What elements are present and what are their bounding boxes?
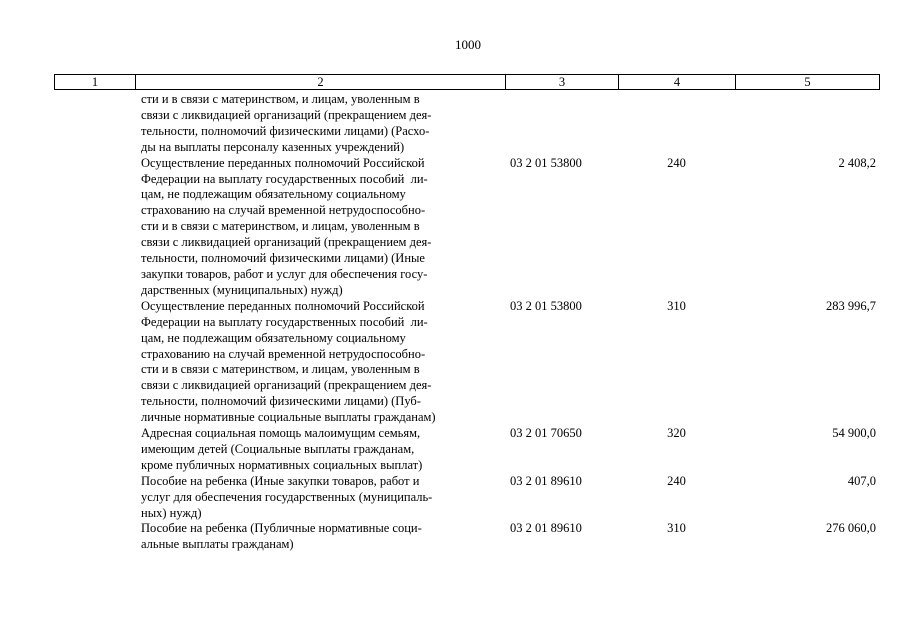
table-row <box>54 474 880 522</box>
row-description: Осуществление переданных полномочий Российской Федерации на выплату государственных пособий ли- цам, не подлежащим обязательному социальному страхованию на случай временной нетрудоспособно- сти и в связи с материнством, и лицам, уволенным в связи с ликвидацией организаций (прекращением дея- тельности, полномочий физическими лицами) (Иные закупки товаров, работ и услуг для обеспечения госу- дарственных (муниципальных) нужд) <box>141 155 432 297</box>
row-description: Осуществление переданных полномочий Российской Федерации на выплату государственных пособий ли- цам, не подлежащим обязательному социальному страхованию на случай временной нетрудоспособно- сти и в связи с материнством, и лицам, уволенным в связи с ликвидацией организаций (прекращением дея- тельности, полномочий физическими лицами) (Пуб- личные нормативные социальные выплаты гражданам) <box>141 298 436 425</box>
table-row <box>54 299 880 426</box>
row-description: Адресная социальная помощь малоимущим семьям, имеющим детей (Социальные выплаты гражданам, кроме публичных нормативных социальных выплат) <box>141 426 423 472</box>
table-row <box>54 92 880 156</box>
header-column-2: 2 <box>135 75 505 90</box>
table-row <box>54 521 880 553</box>
table-body <box>54 92 880 553</box>
row-target-code: 03 2 01 89610 <box>510 521 582 536</box>
row-amount: 283 996,7 <box>826 298 876 313</box>
row-expense-type: 240 <box>667 155 686 170</box>
row-expense-type: 310 <box>667 298 686 313</box>
header-column-5: 5 <box>735 75 880 90</box>
row-amount: 54 900,0 <box>832 426 876 441</box>
header-column-1: 1 <box>54 75 135 90</box>
row-description: Пособие на ребенка (Публичные нормативные соци- альные выплаты гражданам) <box>141 521 422 552</box>
row-target-code: 03 2 01 53800 <box>510 155 582 170</box>
row-expense-type: 310 <box>667 521 686 536</box>
header-column-4: 4 <box>618 75 735 90</box>
row-target-code: 03 2 01 89610 <box>510 473 582 488</box>
row-amount: 407,0 <box>847 473 876 488</box>
row-amount: 276 060,0 <box>826 521 876 536</box>
row-amount: 2 408,2 <box>838 155 876 170</box>
table-row <box>54 156 880 299</box>
table-row <box>54 426 880 474</box>
header-column-3: 3 <box>505 75 618 90</box>
row-expense-type: 320 <box>667 426 686 441</box>
row-description: Пособие на ребенка (Иные закупки товаров, работ и услуг для обеспечения государственных (муниципаль- ных) нужд) <box>141 473 433 520</box>
page-number: 1000 <box>455 37 481 52</box>
row-target-code: 03 2 01 53800 <box>510 298 582 313</box>
row-target-code: 03 2 01 70650 <box>510 426 582 441</box>
row-expense-type: 240 <box>667 473 686 488</box>
row-description: сти и в связи с материнством, и лицам, уволенным в связи с ликвидацией организаций (прекращением дея- тельности, полномочий физическими лицами) (Расхо- ды на выплаты персоналу казенных учреждений) <box>141 92 432 154</box>
table-header-row <box>54 74 880 90</box>
